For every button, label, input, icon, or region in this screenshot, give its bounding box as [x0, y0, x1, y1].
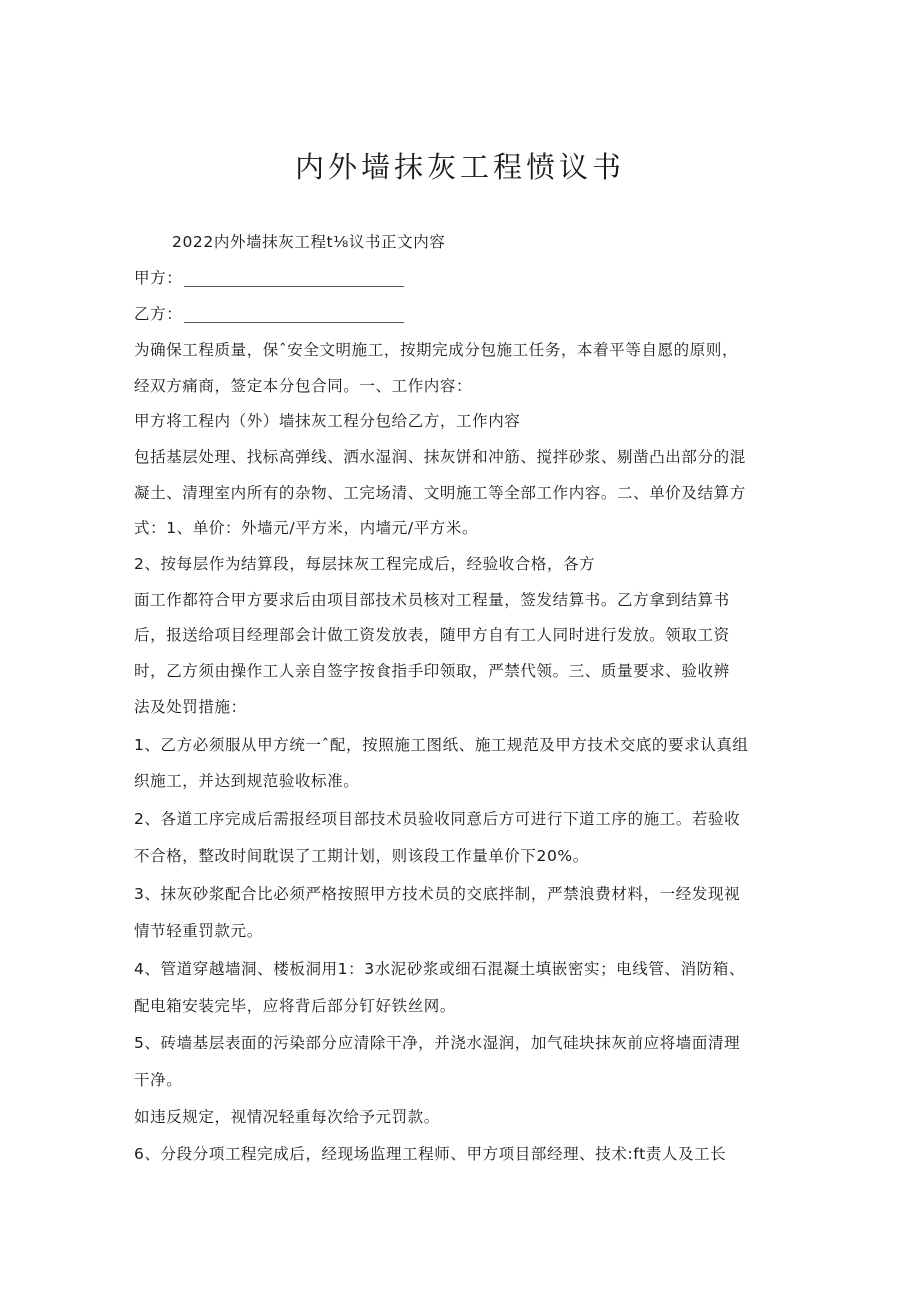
party-b-line	[134, 303, 814, 325]
body-line: 式：1、单价：外墙元/平方米，内墙元/平方米。	[134, 519, 479, 537]
party-a-blank	[184, 285, 404, 287]
body-line: 1、乙方必须服从甲方统一ˆ配，按照施工图纸、施工规范及甲方技术交底的要求认真组	[134, 736, 749, 754]
party-b-label: 乙方：	[134, 305, 183, 323]
body-line: 凝土、清理室内所有的杂物、工完场清、文明施工等全部工作内容。二、单价及结算方	[134, 484, 746, 502]
document-title: 内外墙抹灰工程愤议书	[294, 150, 625, 184]
body-line: 法及处罚措施：	[134, 698, 247, 716]
party-b-blank	[184, 321, 404, 323]
body-line: 5、砖墙基层表面的污染部分应清除干净，并浇水湿润，加气硅块抹灰前应将墙面清理	[134, 1034, 741, 1052]
body-line: 包括基层处理、找标高弹线、洒水湿润、抹灰饼和冲筋、搅拌砂浆、剔凿凸出部分的混	[134, 448, 746, 466]
body-line: 4、管道穿越墙洞、楼板洞用1：3水泥砂浆或细石混凝土填嵌密实；电线管、消防箱、	[134, 960, 745, 978]
body-line: 织施工，并达到规范验收标准。	[134, 772, 360, 790]
document-subtitle: 2022内外墙抹灰工程t⅛议书正文内容	[172, 233, 446, 251]
body-line: 干净。	[134, 1071, 183, 1089]
body-line: 6、分段分项工程完成后，经现场监理工程师、甲方项目部经理、技术:ft责人及工长	[134, 1145, 727, 1163]
body-line: 2、按每层作为结算段，每层抹灰工程完成后，经验收合格，各方	[134, 555, 596, 573]
body-line: 为确保工程质量，保ˆ安全文明施工，按期完成分包施工任务，本着平等自愿的原则，	[134, 341, 739, 359]
body-line: 如违反规定，视情况轻重每次给予元罚款。	[134, 1108, 440, 1126]
body-line: 2、各道工序完成后需报经项目部技术员验收同意后方可进行下道工序的施工。若验收	[134, 810, 741, 828]
party-a-line	[134, 267, 814, 289]
party-a-label: 甲方：	[134, 269, 183, 287]
body-line: 经双方痛商，签定本分包合同。一、工作内容：	[134, 377, 473, 395]
body-line: 3、抹灰砂浆配合比必须严格按照甲方技术员的交底拌制，严禁浪费材料，一经发现视	[134, 885, 741, 903]
body-line: 情节轻重罚款元。	[134, 922, 263, 940]
body-line: 后，报送给项目经理部会计做工资发放表，随甲方自有工人同时进行发放。领取工资	[134, 626, 730, 644]
body-line: 配电箱安装完毕，应将背后部分钉好铁丝网。	[134, 997, 457, 1015]
body-line: 不合格，整改时间耽误了工期计划，则该段工作量单价下20%。	[134, 847, 589, 865]
body-line: 时，乙方须由操作工人亲自签字按食指手印领取，严禁代领。三、质量要求、验收辨	[134, 662, 730, 680]
body-line: 面工作都符合甲方要求后由项目部技术员核对工程量，签发结算书。乙方拿到结算书	[134, 591, 730, 609]
body-line: 甲方将工程内（外）墙抹灰工程分包给乙方，工作内容	[134, 412, 521, 430]
